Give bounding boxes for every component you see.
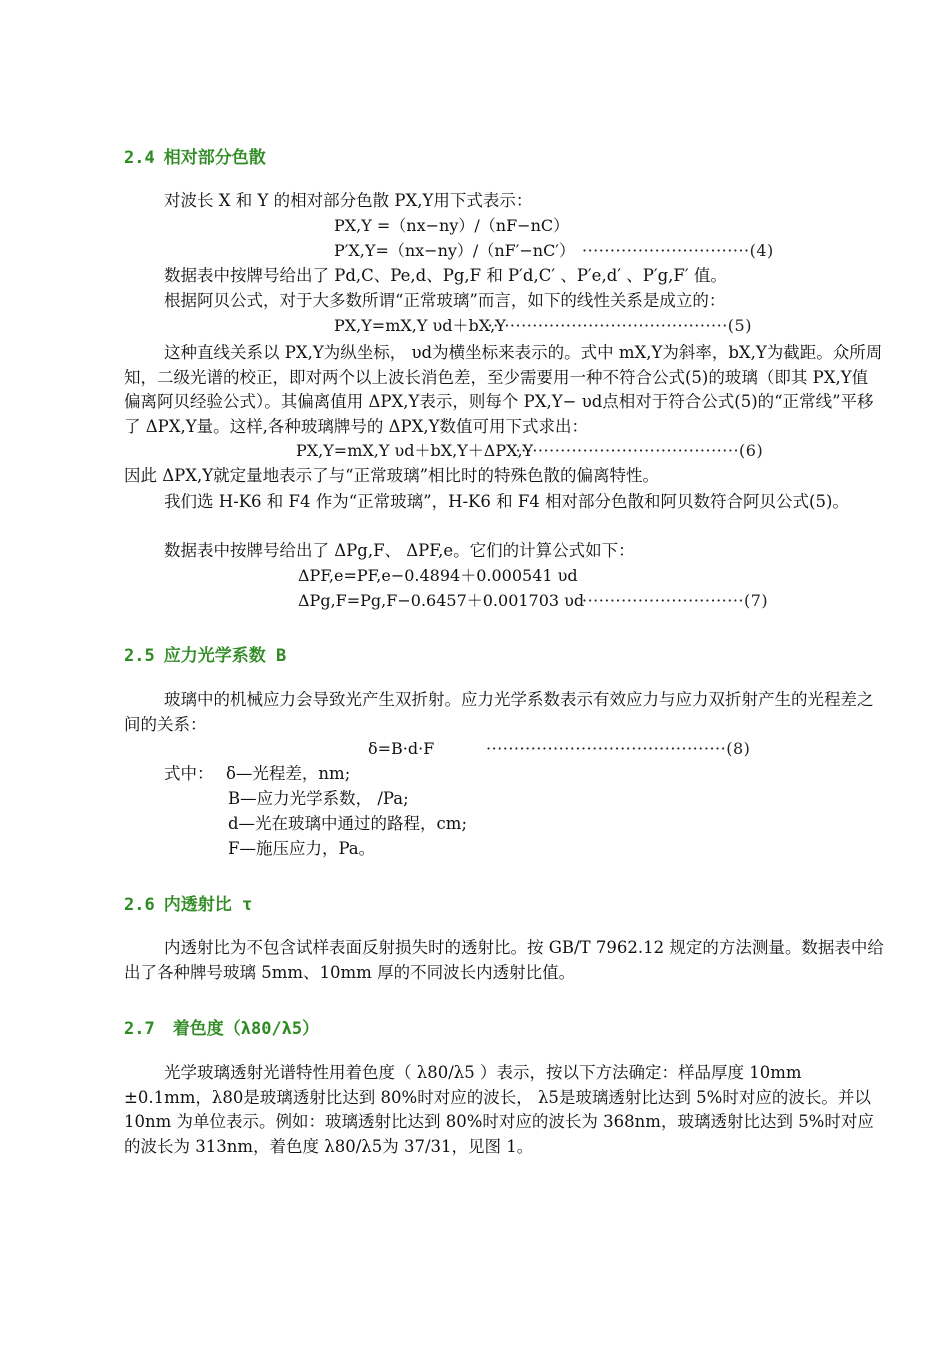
section-number: 2.5 [124,646,155,666]
section-number: 2.4 [124,148,155,168]
equation-pxy: PX,Y =（nx−ny）/（nF−nC） [334,216,570,235]
definition-item: δ—光程差，nm; [226,764,351,783]
equation-7-leader: ·····························(7) [582,591,769,610]
coloration-paragraph: 光学玻璃透射光谱特性用着色度（ λ80/λ5 ）表示，按以下方法确定：样品厚度 10mm ±0.1mm，λ80是玻璃透射比达到 80%时对应的波长， λ5是玻璃透射比达到 5%时对应的波长。并以 10nm 为单位表示。例如：玻璃透射比达到 80%时对应的波长为 368nm，玻璃透射比达到 5%时对应的波长为 313nm，着色度 λ80/λ5为 37/31，见图 1。 [124,1063,874,1157]
section-title: 内透射比 τ [163,895,253,915]
equation-6: PX,Y=mX,Y υd＋bX,Y＋ΔPX,Y [296,441,534,460]
where-label: 式中： [164,764,214,783]
intro-line: 对波长 X 和 Y 的相对部分色散 PX,Y用下式表示： [164,191,533,210]
abbe-line: 根据阿贝公式，对于大多数所谓“正常玻璃”而言，如下的线性关系是成立的： [164,291,726,310]
equation-number: (6) [739,441,764,460]
equation-number: (8) [726,739,751,758]
section-title: 相对部分色散 [163,148,266,168]
equation-5: PX,Y=mX,Y υd＋bX,Y [334,316,506,335]
normal-glass-paragraph: 我们选 H-K6 和 F4 作为“正常玻璃”，H-K6 和 F4 相对部分色散和阿贝数符合阿贝公式(5)。 [164,492,849,511]
equation-number: (5) [727,316,752,335]
equation-6-leader: ·········································(6) [510,441,764,460]
equation-8: δ=B·d·F [368,739,435,758]
definition-item: F—施压应力，Pa。 [228,839,376,858]
equation-number: (4) [749,241,774,260]
section-title: 应力光学系数 B [163,646,287,666]
equation-7a: ΔPF,e=PF,e−0.4894＋0.000541 υd [298,566,578,585]
equation-4-leader: ······························(4) [582,241,774,260]
given-values-line: 数据表中按牌号给出了 Pd,C、Pe,d、Pg,F 和 P′d,C′ 、P′e,d′ 、P′g,F′ 值。 [164,266,727,285]
equation-number: (7) [744,591,769,610]
section-number: 2.7 [124,1019,155,1039]
section-title: 着色度（λ80/λ5） [172,1019,320,1039]
deviation-line: 因此 ΔPX,Y就定量地表示了与“正常玻璃”相比时的特殊色散的偏离特性。 [124,466,660,485]
equation-pxy-prime: P′X,Y=（nx−ny）/（nF′−nC′） [334,241,575,260]
transmittance-paragraph: 内透射比为不包含试样表面反射损失时的透射比。按 GB/T 7962.12 规定的方法测量。数据表中给出了各种牌号玻璃 5mm、10mm 厚的不同波长内透射比值。 [124,938,884,982]
stress-paragraph: 玻璃中的机械应力会导致光产生双折射。应力光学系数表示有效应力与应力双折射产生的光程差之间的关系： [124,690,874,734]
equation-8-leader: ···········································(8) [486,739,751,758]
equation-7b: ΔPg,F=Pg,F−0.6457＋0.001703 υd [298,591,585,610]
linear-relation-paragraph: 这种直线关系以 PX,Y为纵坐标， υd为横坐标来表示的。式中 mX,Y为斜率，bX,Y为截距。众所周知，二级光谱的校正，即对两个以上波长消色差，至少需要用一种不符合公式(5)的玻璃（即其 PX,Y值偏离阿贝经验公式）。其偏离值用 ΔPX,Y表示，则每个 PX,Y− υd点相对于符合公式(5)的“正常线”平移了 ΔPX,Y量。这样,各种玻璃牌号的 ΔPX,Y数值可用下式求出： [124,343,883,437]
definition-item: d—光在玻璃中通过的路程，cm; [228,814,468,833]
equation-5-leader: ············································(5) [482,316,752,335]
section-number: 2.6 [124,895,155,915]
formula-intro-line: 数据表中按牌号给出了 ΔPg,F、 ΔPF,e。它们的计算公式如下： [164,541,635,560]
heading-2-6 [124,890,252,915]
heading-2-7 [124,1014,319,1039]
heading-2-5 [124,641,286,666]
definition-item: B—应力光学系数， /Pa; [228,789,409,808]
heading-2-4 [124,143,266,168]
